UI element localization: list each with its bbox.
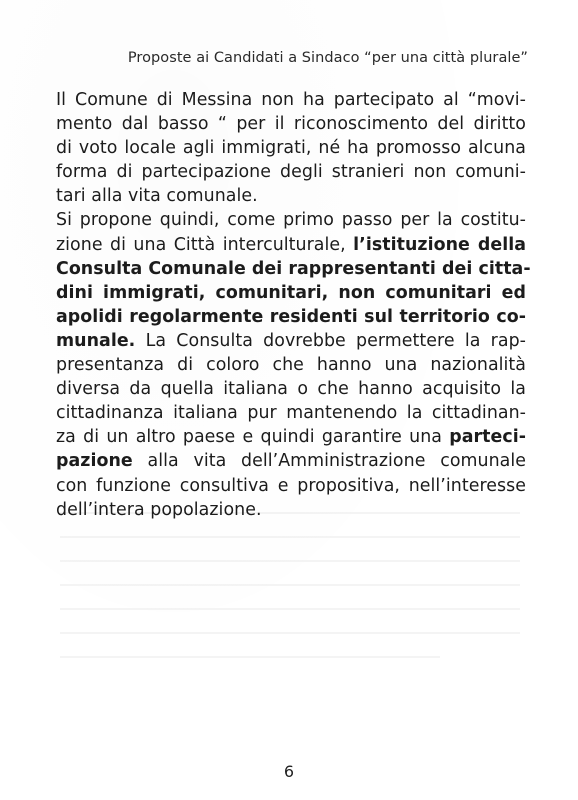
show-through-mark (60, 560, 520, 562)
text-line: pazione alla vita dell’Amministrazione comunale (56, 451, 526, 472)
bold-phrase: pazione (56, 451, 133, 472)
show-through-mark (60, 536, 520, 538)
running-header: Proposte ai Candidati a Sindaco “per una città plurale” (127, 50, 528, 66)
body-text (56, 88, 531, 522)
show-through-mark (60, 656, 440, 658)
text-line: presentanza di coloro che hanno una nazionalità (56, 355, 526, 376)
text-line: apolidi regolarmente residenti sul territorio co- (56, 306, 526, 327)
text-line: diversa da quella italiana o che hanno acquisito la (56, 379, 526, 400)
text-line: munale. La Consulta dovrebbe permettere la rap- (56, 330, 526, 351)
bold-phrase: parteci- (449, 427, 526, 448)
text-line: con funzione consultiva e propositiva, nell’interesse (56, 475, 526, 496)
text-line: tari alla vita comunale. (56, 186, 258, 207)
text-line: dell’intera popolazione. (56, 499, 262, 520)
show-through-mark (60, 632, 520, 634)
text-line: Si propone quindi, come primo passo per la costitu- (56, 210, 526, 231)
show-through-mark (60, 512, 520, 514)
text-line: forma di partecipazione degli stranieri non comuni- (56, 162, 526, 183)
text-line: di voto locale agli immigrati, né ha promosso alcuna (56, 138, 526, 159)
page-number: 6 (283, 762, 295, 781)
bold-phrase: munale. (56, 330, 136, 351)
text-line: zione di una Città interculturale, l’istituzione della (56, 234, 527, 255)
text-line: mento dal basso “ per il riconoscimento del diritto (56, 114, 526, 135)
text-line: Consulta Comunale dei rappresentanti dei citta- (56, 258, 531, 279)
show-through-mark (60, 584, 520, 586)
text-line: dini immigrati, comunitari, non comunitari ed (56, 282, 526, 303)
text-line: Il Comune di Messina non ha partecipato al “movi- (56, 90, 526, 110)
text-line: cittadinanza italiana pur mantenendo la cittadinan- (56, 403, 526, 424)
text-line: za di un altro paese e quindi garantire una parteci- (56, 427, 526, 448)
show-through-mark (60, 608, 520, 610)
bold-phrase: l’istituzione della (353, 234, 527, 255)
